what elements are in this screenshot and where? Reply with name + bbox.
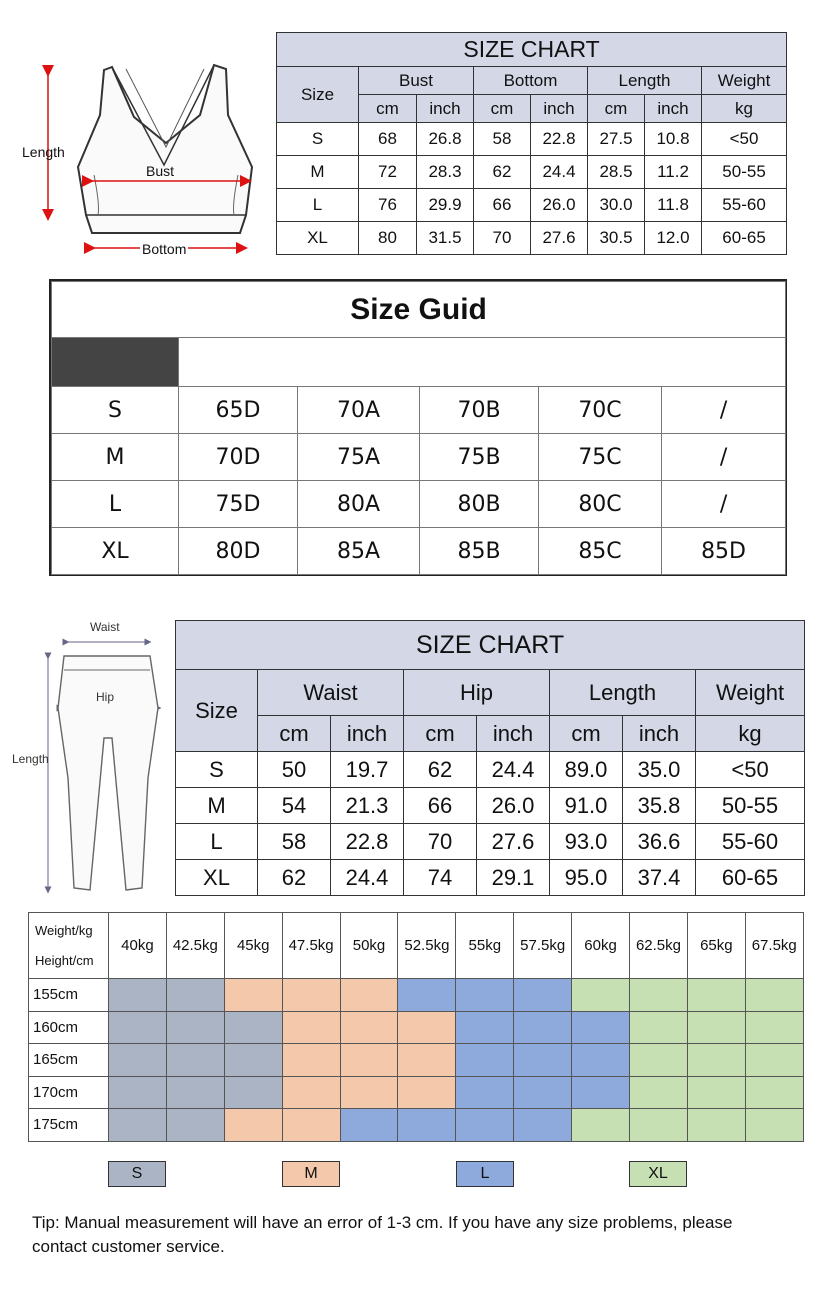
- table-row: [29, 979, 804, 1012]
- table-row: [176, 788, 805, 824]
- size-cell: L: [277, 189, 359, 222]
- weight-header: 47.5kg: [282, 913, 340, 979]
- size-color-cell: [282, 979, 340, 1012]
- value-cell: 60-65: [696, 860, 805, 896]
- cup-size-cell: 65D: [179, 387, 298, 434]
- unit-header: inch: [477, 716, 550, 752]
- size-color-cell: [572, 1109, 630, 1142]
- weight-header: 62.5kg: [630, 913, 688, 979]
- value-cell: 50-55: [696, 788, 805, 824]
- unit-header: inch: [623, 716, 696, 752]
- value-cell: 22.8: [531, 123, 588, 156]
- value-cell: 55-60: [702, 189, 787, 222]
- cup-size-cell: 70A: [298, 387, 420, 434]
- value-cell: 60-65: [702, 222, 787, 255]
- size-color-cell: [282, 1109, 340, 1142]
- table-row: [277, 189, 787, 222]
- size-cell: L: [176, 824, 258, 860]
- table-row: [29, 1011, 804, 1044]
- size-color-cell: [166, 1076, 224, 1109]
- grid-rows: [29, 979, 804, 1142]
- weight-header: 67.5kg: [745, 913, 803, 979]
- size-cell: M: [52, 434, 179, 481]
- size-guide-box: [49, 279, 787, 576]
- value-cell: 31.5: [417, 222, 474, 255]
- size-color-cell: [166, 1011, 224, 1044]
- chart-title: SIZE CHART: [277, 33, 787, 67]
- cup-size-cell: 70C: [539, 387, 662, 434]
- size-guide-rows: [52, 387, 786, 575]
- size-color-cell: [456, 979, 514, 1012]
- size-color-cell: [745, 1109, 803, 1142]
- bust-label: Bust: [146, 163, 175, 179]
- table-row: [176, 824, 805, 860]
- cup-size-cell: 75B: [420, 434, 539, 481]
- size-color-cell: [109, 1109, 167, 1142]
- value-cell: 62: [474, 156, 531, 189]
- weight-header: 65kg: [687, 913, 745, 979]
- size-color-cell: [340, 1109, 398, 1142]
- height-header: 170cm: [29, 1076, 109, 1109]
- size-color-cell: [282, 1044, 340, 1077]
- size-color-cell: [398, 1011, 456, 1044]
- size-color-cell: [224, 1044, 282, 1077]
- table-row: [176, 752, 805, 788]
- cup-size-cell: /: [662, 387, 786, 434]
- size-color-cell: [340, 1076, 398, 1109]
- weight-header: 40kg: [109, 913, 167, 979]
- value-cell: 55-60: [696, 824, 805, 860]
- value-cell: 70: [474, 222, 531, 255]
- value-cell: 58: [474, 123, 531, 156]
- value-cell: 66: [474, 189, 531, 222]
- value-cell: 19.7: [331, 752, 404, 788]
- group-header: Waist: [258, 670, 404, 716]
- unit-header: kg: [702, 95, 787, 123]
- value-cell: 35.8: [623, 788, 696, 824]
- value-cell: 29.9: [417, 189, 474, 222]
- value-cell: 66: [404, 788, 477, 824]
- size-color-cell: [687, 1044, 745, 1077]
- cup-size-cell: 85D: [662, 528, 786, 575]
- value-cell: 93.0: [550, 824, 623, 860]
- bra-rows: [277, 123, 787, 255]
- size-color-cell: [166, 1109, 224, 1142]
- group-header: Length: [588, 67, 702, 95]
- group-header: Bust: [359, 67, 474, 95]
- value-cell: 28.3: [417, 156, 474, 189]
- value-cell: 37.4: [623, 860, 696, 896]
- value-cell: 10.8: [645, 123, 702, 156]
- legend-s: S: [108, 1161, 166, 1187]
- size-color-cell: [514, 1011, 572, 1044]
- corner-weight-label: Weight/kg: [35, 922, 93, 938]
- value-cell: 68: [359, 123, 417, 156]
- value-cell: 30.0: [588, 189, 645, 222]
- size-color-cell: [282, 1076, 340, 1109]
- value-cell: 62: [258, 860, 331, 896]
- size-color-cell: [224, 979, 282, 1012]
- size-color-cell: [745, 1011, 803, 1044]
- size-color-cell: [456, 1044, 514, 1077]
- size-cell: XL: [52, 528, 179, 575]
- weight-header: 60kg: [572, 913, 630, 979]
- size-color-cell: [745, 1076, 803, 1109]
- bottom-label: Bottom: [142, 241, 187, 257]
- size-color-cell: [630, 1011, 688, 1044]
- size-cell: S: [277, 123, 359, 156]
- size-header: Size: [277, 67, 359, 123]
- value-cell: 21.3: [331, 788, 404, 824]
- cup-size-cell: 80C: [539, 481, 662, 528]
- value-cell: 62: [404, 752, 477, 788]
- size-guide-table: [51, 281, 786, 575]
- cup-size-cell: 75A: [298, 434, 420, 481]
- sports-bra-illustration: [14, 55, 264, 265]
- value-cell: 80: [359, 222, 417, 255]
- blank-header-cell: [179, 338, 786, 387]
- size-color-cell: [109, 1044, 167, 1077]
- size-color-cell: [745, 979, 803, 1012]
- value-cell: 22.8: [331, 824, 404, 860]
- size-color-cell: [340, 1011, 398, 1044]
- height-header: 165cm: [29, 1044, 109, 1077]
- weight-height-grid: [28, 912, 804, 1142]
- measurement-tip: Tip: Manual measurement will have an error of 1-3 cm. If you have any size problems, please contact customer service.: [32, 1213, 733, 1256]
- cup-size-cell: 80D: [179, 528, 298, 575]
- table-row: [29, 1044, 804, 1077]
- weight-header: 42.5kg: [166, 913, 224, 979]
- size-color-cell: [572, 979, 630, 1012]
- weight-header: 55kg: [456, 913, 514, 979]
- corner-height-label: Height/cm: [35, 952, 94, 968]
- size-color-cell: [340, 979, 398, 1012]
- table-row: [52, 434, 786, 481]
- leggings-diagram: [8, 618, 168, 903]
- value-cell: 11.8: [645, 189, 702, 222]
- value-cell: 58: [258, 824, 331, 860]
- table-row: [29, 1076, 804, 1109]
- table-row: [277, 222, 787, 255]
- value-cell: 24.4: [477, 752, 550, 788]
- value-cell: 70: [404, 824, 477, 860]
- size-color-cell: [514, 1044, 572, 1077]
- size-color-cell: [456, 1076, 514, 1109]
- weight-header: 45kg: [224, 913, 282, 979]
- size-color-cell: [109, 1076, 167, 1109]
- value-cell: 29.1: [477, 860, 550, 896]
- unit-header: inch: [417, 95, 474, 123]
- size-color-cell: [456, 1109, 514, 1142]
- length-label: Length: [12, 752, 49, 766]
- size-color-cell: [340, 1044, 398, 1077]
- size-color-cell: [398, 1109, 456, 1142]
- size-color-cell: [572, 1011, 630, 1044]
- size-color-cell: [687, 1011, 745, 1044]
- unit-header: cm: [588, 95, 645, 123]
- value-cell: 76: [359, 189, 417, 222]
- size-cell: M: [176, 788, 258, 824]
- size-color-cell: [514, 1109, 572, 1142]
- value-cell: 50: [258, 752, 331, 788]
- value-cell: 74: [404, 860, 477, 896]
- unit-header: kg: [696, 716, 805, 752]
- cup-size-cell: /: [662, 481, 786, 528]
- size-color-cell: [224, 1011, 282, 1044]
- weight-header: 57.5kg: [514, 913, 572, 979]
- size-color-cell: [630, 1109, 688, 1142]
- size-color-cell: [166, 1044, 224, 1077]
- value-cell: 24.4: [331, 860, 404, 896]
- cup-size-cell: 85A: [298, 528, 420, 575]
- value-cell: 26.0: [531, 189, 588, 222]
- unit-header: cm: [258, 716, 331, 752]
- table-row: [52, 528, 786, 575]
- cup-size-cell: 85B: [420, 528, 539, 575]
- size-cell: M: [277, 156, 359, 189]
- hip-label: Hip: [96, 690, 115, 704]
- length-label: Length: [22, 144, 65, 160]
- value-cell: 27.6: [477, 824, 550, 860]
- group-header: Length: [550, 670, 696, 716]
- unit-header: inch: [531, 95, 588, 123]
- group-header: Weight: [702, 67, 787, 95]
- group-header: Hip: [404, 670, 550, 716]
- leggings-size-chart: [175, 620, 805, 896]
- size-color-cell: [109, 979, 167, 1012]
- size-color-cell: [514, 979, 572, 1012]
- size-cell: S: [176, 752, 258, 788]
- size-color-cell: [398, 1044, 456, 1077]
- value-cell: 26.8: [417, 123, 474, 156]
- size-color-cell: [109, 1011, 167, 1044]
- unit-header: inch: [331, 716, 404, 752]
- value-cell: 95.0: [550, 860, 623, 896]
- unit-header: cm: [474, 95, 531, 123]
- size-color-cell: [630, 979, 688, 1012]
- legend-xl: XL: [629, 1161, 687, 1187]
- weight-header: 52.5kg: [398, 913, 456, 979]
- value-cell: 28.5: [588, 156, 645, 189]
- group-header: Bottom: [474, 67, 588, 95]
- value-cell: 89.0: [550, 752, 623, 788]
- table-row: [277, 123, 787, 156]
- waist-label: Waist: [90, 620, 120, 634]
- weight-header: 50kg: [340, 913, 398, 979]
- unit-header: cm: [550, 716, 623, 752]
- cup-size-cell: 80B: [420, 481, 539, 528]
- chart-title: SIZE CHART: [176, 621, 805, 670]
- cup-size-cell: 80A: [298, 481, 420, 528]
- cup-size-cell: 85C: [539, 528, 662, 575]
- legend-m: M: [282, 1161, 340, 1187]
- size-color-cell: [224, 1109, 282, 1142]
- value-cell: 12.0: [645, 222, 702, 255]
- size-color-cell: [687, 1076, 745, 1109]
- legend-l: L: [456, 1161, 514, 1187]
- unit-header: cm: [359, 95, 417, 123]
- size-color-cell: [745, 1044, 803, 1077]
- cup-size-cell: 70D: [179, 434, 298, 481]
- grid-corner: [29, 913, 109, 979]
- value-cell: 50-55: [702, 156, 787, 189]
- value-cell: <50: [702, 123, 787, 156]
- group-header: Weight: [696, 670, 805, 716]
- cup-size-cell: 70B: [420, 387, 539, 434]
- bra-size-chart: [276, 32, 787, 255]
- size-color-cell: [398, 1076, 456, 1109]
- value-cell: <50: [696, 752, 805, 788]
- cup-size-cell: 75C: [539, 434, 662, 481]
- table-row: [277, 156, 787, 189]
- leggings-rows: [176, 752, 805, 896]
- dark-header-cell: [52, 338, 179, 387]
- value-cell: 27.6: [531, 222, 588, 255]
- size-color-cell: [224, 1076, 282, 1109]
- value-cell: 35.0: [623, 752, 696, 788]
- size-color-cell: [572, 1076, 630, 1109]
- height-header: 160cm: [29, 1011, 109, 1044]
- unit-header: inch: [645, 95, 702, 123]
- size-color-cell: [687, 1109, 745, 1142]
- value-cell: 30.5: [588, 222, 645, 255]
- size-cell: XL: [176, 860, 258, 896]
- table-row: [52, 481, 786, 528]
- value-cell: 11.2: [645, 156, 702, 189]
- value-cell: 91.0: [550, 788, 623, 824]
- size-color-cell: [514, 1076, 572, 1109]
- value-cell: 54: [258, 788, 331, 824]
- size-cell: XL: [277, 222, 359, 255]
- size-color-cell: [456, 1011, 514, 1044]
- size-color-cell: [630, 1076, 688, 1109]
- size-color-cell: [398, 979, 456, 1012]
- unit-header: cm: [404, 716, 477, 752]
- size-guide-title: Size Guid: [52, 282, 786, 338]
- table-row: [29, 1109, 804, 1142]
- value-cell: 36.6: [623, 824, 696, 860]
- value-cell: 72: [359, 156, 417, 189]
- cup-size-cell: /: [662, 434, 786, 481]
- value-cell: 24.4: [531, 156, 588, 189]
- size-header: Size: [176, 670, 258, 752]
- height-header: 175cm: [29, 1109, 109, 1142]
- size-color-cell: [572, 1044, 630, 1077]
- size-cell: L: [52, 481, 179, 528]
- size-cell: S: [52, 387, 179, 434]
- size-color-cell: [687, 979, 745, 1012]
- cup-size-cell: 75D: [179, 481, 298, 528]
- size-color-cell: [630, 1044, 688, 1077]
- value-cell: 26.0: [477, 788, 550, 824]
- table-row: [176, 860, 805, 896]
- height-header: 155cm: [29, 979, 109, 1012]
- table-row: [52, 387, 786, 434]
- size-color-cell: [166, 979, 224, 1012]
- size-color-cell: [282, 1011, 340, 1044]
- value-cell: 27.5: [588, 123, 645, 156]
- bra-diagram: [14, 55, 264, 265]
